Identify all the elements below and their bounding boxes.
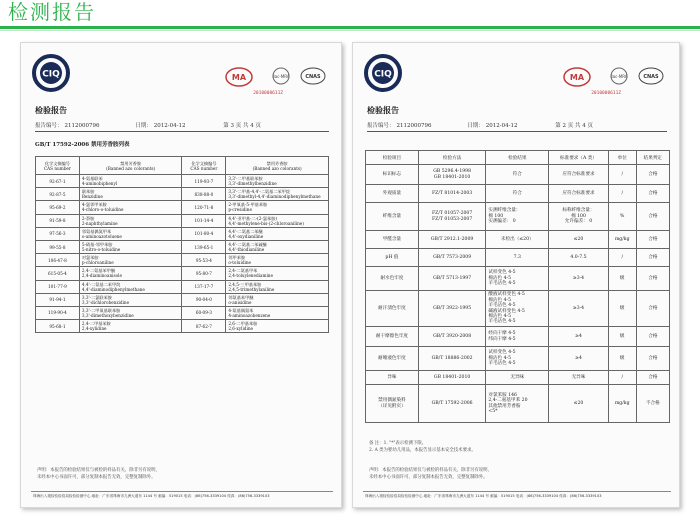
footer-divider	[31, 491, 333, 492]
date-label: 日期：	[467, 123, 484, 129]
amine-name-cell: 4,4'-二氨基二苯硫醚 4,4'-thiodianiline	[226, 240, 329, 253]
report-page-3[interactable]	[20, 42, 342, 508]
amine-name-cell: 4,4'-二氨基二苯甲烷 4,4'-diaminodiphenylmethane	[79, 280, 182, 293]
amine-name-cell: 邻氨基偶氮甲苯 o-aminoazotoluene	[79, 227, 182, 240]
table-row	[36, 306, 329, 319]
report-label: 报告编号：	[367, 123, 395, 129]
amine-name-cell: 3,3'-二甲基-4,4'-二氨基二苯甲烷 3,3'-dimethyl-4,4'-diaminodiphenylmethane	[226, 188, 329, 201]
amine-name-cell: 2,4,5-三甲基苯胺 2,4,5-trimethylaniline	[226, 280, 329, 293]
unit-cell: 级	[608, 347, 636, 371]
amine-name-cell: 2-萘胺 2-naphthylamine	[79, 214, 182, 227]
table-row	[36, 214, 329, 227]
cas-number-cell: 99-55-8	[36, 240, 80, 253]
test-item-cell: 外观质量	[366, 185, 419, 203]
requirement-cell: ≥3-4	[549, 267, 609, 291]
cas-number-cell: 95-53-4	[182, 254, 226, 267]
meta-divider	[35, 131, 329, 132]
header-underline-light	[0, 30, 700, 31]
note-line: 声明：本报告的检验结果仅与被检的样品有关，除非另有说明，	[37, 468, 160, 473]
table-row	[366, 203, 670, 231]
method-cell: GB 18401-2010	[418, 371, 485, 385]
amine-name-cell: 2,4-二甲基苯胺 2,4-xylidine	[79, 320, 182, 333]
remarks	[369, 441, 476, 454]
ciq-seal-icon	[363, 53, 403, 93]
cert-badges-icon	[559, 65, 669, 91]
result-cell: 经向干摩 4-5 纬向干摩 4-5	[486, 327, 549, 347]
requirement-cell: 无异味	[549, 371, 609, 385]
report-date: 2012-04-12	[153, 123, 186, 129]
amine-name-cell: 3,3'-二甲氧基联苯胺 3,3'-dimethoxybenzidine	[79, 306, 182, 319]
cas-number-cell: 60-09-3	[182, 306, 226, 319]
amine-name-cell: 邻氨基苯甲醚 o-anisidine	[226, 293, 329, 306]
cas-number-cell: 137-17-7	[182, 280, 226, 293]
amine-name-cell: 3,3'-二甲基联苯胺 3,3'-dimethylbenzidine	[226, 175, 329, 188]
table-row	[366, 327, 670, 347]
test-item-cell: 标识标志	[366, 165, 419, 185]
amine-name-cell: 2,4-二氨基苯甲醚 2,4-diaminoanisole	[79, 267, 182, 280]
test-item-cell: 耐干摩擦色牢度	[366, 327, 419, 347]
table-row	[36, 188, 329, 201]
note-line: 未经本中心书面许可，部分复制本报告无效，完整复制除外。	[369, 474, 488, 480]
verdict-cell: 不合格	[636, 385, 669, 423]
section-header	[0, 0, 700, 26]
method-cell: FZ/T 01057-2007 FZ/T 01053-2007	[418, 203, 485, 231]
cas-number-cell: 91-94-1	[36, 293, 80, 306]
requirement-cell: 应符合标准要求	[549, 165, 609, 185]
svg-text:MA: MA	[231, 73, 247, 82]
table-row	[36, 293, 329, 306]
cas-number-cell: 119-90-4	[36, 306, 80, 319]
cas-number-cell: 92-67-1	[36, 175, 80, 188]
doc-title: 检验报告	[35, 105, 67, 115]
cas-number-cell: 615-05-4	[36, 267, 80, 280]
report-date: 2012-04-12	[485, 123, 518, 129]
cas-number-cell: 90-04-0	[182, 293, 226, 306]
cas-number-cell: 97-56-3	[36, 227, 80, 240]
svg-text:MA: MA	[569, 73, 585, 82]
unit-cell: /	[608, 371, 636, 385]
result-cell: 符合	[486, 185, 549, 203]
header-underline	[0, 26, 700, 29]
table-row	[36, 320, 329, 333]
unit-cell: mg/kg	[608, 385, 636, 423]
cas-number-cell: 139-65-1	[182, 240, 226, 253]
method-cell: GB/T 18886-2002	[418, 347, 485, 371]
amine-name-cell: 联苯胺 Benzidine	[79, 188, 182, 201]
requirement-cell: 标称纤维含量： 棉 100 允许偏差： 0	[549, 203, 609, 231]
test-item-cell: 异味	[366, 371, 419, 385]
table-row	[36, 240, 329, 253]
report-page-2[interactable]	[352, 42, 680, 508]
report-meta	[35, 121, 275, 129]
cas-number-cell: 838-88-0	[182, 188, 226, 201]
unit-cell: %	[608, 203, 636, 231]
result-cell: 试样变色 4-5 棉沾色 4-5 羊毛沾色 4-5	[486, 347, 549, 371]
svg-text:CNAS: CNAS	[643, 74, 659, 80]
report-number: 2112000796	[396, 123, 432, 129]
requirement-cell: ≥4	[549, 327, 609, 347]
method-cell: GB/T 17592-2006	[418, 385, 485, 423]
amine-name-cell: 2,4-二氨基甲苯 2,4-toluylenediamine	[226, 267, 329, 280]
unit-cell: /	[608, 249, 636, 267]
cert-code: 2010000611Z	[253, 91, 283, 96]
remark-line: 备 注：1. "*"表示检测下限。	[369, 441, 427, 446]
unit-cell: /	[608, 185, 636, 203]
unit-cell: mg/kg	[608, 231, 636, 249]
requirement-cell: ≥3-4	[549, 291, 609, 327]
lab-footer: 珠海出入境检验检疫局检验检测中心 地址：广东省珠海市九洲大道东 1144 号 邮编：519015 电话：(86)756-3339104 传真：(86)756-3339103	[33, 494, 270, 498]
column-header: 化学文摘编号 CAS number	[182, 157, 226, 175]
cas-number-cell: 101-14-4	[182, 214, 226, 227]
verdict-cell: 合格	[636, 291, 669, 327]
table-row	[366, 267, 670, 291]
cas-number-cell: 92-87-5	[36, 188, 80, 201]
table-row	[36, 175, 329, 188]
standard-title: GB/T 17592-2006 禁用芳香胺列表	[35, 142, 130, 148]
disclaimer-notes	[37, 468, 160, 481]
test-item-cell: 耐唾液色牢度	[366, 347, 419, 371]
table-row	[366, 185, 670, 203]
cas-number-cell: 119-93-7	[182, 175, 226, 188]
meta-divider	[367, 131, 667, 132]
amine-name-cell: 4,4'-二氨基二苯醚 4,4'-oxydianiline	[226, 227, 329, 240]
column-header: 禁用芳香胺 (Banned azo colorants)	[79, 157, 182, 175]
verdict-cell: 合格	[636, 203, 669, 231]
column-header: 结果判定	[636, 151, 669, 165]
column-header: 检验项目	[366, 151, 419, 165]
svg-text:CIQ: CIQ	[374, 69, 392, 80]
amine-name-cell: 5-硝基-邻甲苯胺 5-nitro-o-toluidine	[79, 240, 182, 253]
verdict-cell: 合格	[636, 371, 669, 385]
unit-cell: /	[608, 165, 636, 185]
method-cell: GB/T 5713-1997	[418, 267, 485, 291]
svg-text:CNAS: CNAS	[305, 74, 321, 80]
svg-text:CIQ: CIQ	[42, 69, 60, 80]
cas-number-cell: 120-71-8	[182, 201, 226, 214]
unit-cell: 级	[608, 267, 636, 291]
note-line: 声明：本报告的检验结果仅与被检的样品有关，除非另有说明，	[369, 468, 492, 473]
test-item-cell: 耐水色牢度	[366, 267, 419, 291]
svg-text:ilac-MRA: ilac-MRA	[272, 74, 290, 79]
table-row	[366, 249, 670, 267]
amine-name-cell: 4-氯邻甲苯胺 4-chloro-o-toluidine	[79, 201, 182, 214]
verdict-cell: 合格	[636, 347, 669, 371]
ciq-seal-icon	[31, 53, 71, 93]
amine-name-cell: 2,6-二甲基苯胺 2,6-xylidine	[226, 320, 329, 333]
cas-number-cell: 87-62-7	[182, 320, 226, 333]
verdict-cell: 合格	[636, 267, 669, 291]
table-row	[36, 254, 329, 267]
result-cell: 酸液试样变色 4-5 棉沾色 4-5 羊毛沾色 4-5 碱液试样变色 4-5 棉沾色 4-5 羊毛沾色 4-5	[486, 291, 549, 327]
lab-footer: 珠海出入境检验检疫局检验检测中心 地址：广东省珠海市九洲大道东 1144 号 邮编：519015 电话：(86)756-3339104 传真：(86)756-3339103	[365, 494, 602, 498]
table-row	[36, 227, 329, 240]
table-row	[36, 267, 329, 280]
requirement-cell: ≤20	[549, 385, 609, 423]
cas-number-cell: 95-68-1	[36, 320, 80, 333]
result-cell: 未检出（≤20）	[486, 231, 549, 249]
result-cell: 试样变色 4-5 棉沾色 4-5 羊毛沾色 4-5	[486, 267, 549, 291]
table-row	[366, 371, 670, 385]
cas-number-cell: 95-80-7	[182, 267, 226, 280]
verdict-cell: 合格	[636, 327, 669, 347]
table-row	[366, 291, 670, 327]
verdict-cell: 合格	[636, 165, 669, 185]
column-header: 检验结果	[486, 151, 549, 165]
cert-code: 2010000611Z	[591, 91, 621, 96]
amine-name-cell: 4,4'-亚甲基-二-(2-氯苯胺) 4,4'-methylene-bis-(2-chloroaniline)	[226, 214, 329, 227]
requirement-cell: 4.0-7.5	[549, 249, 609, 267]
date-label: 日期：	[135, 123, 152, 129]
cas-number-cell: 91-59-8	[36, 214, 80, 227]
doc-title: 检验报告	[367, 105, 399, 115]
column-header: 标准要求（A 类）	[549, 151, 609, 165]
result-cell: 无异味	[486, 371, 549, 385]
unit-cell: 级	[608, 291, 636, 327]
method-cell: GB/T 3922-1995	[418, 291, 485, 327]
test-item-cell: 纤维含量	[366, 203, 419, 231]
table-row	[366, 165, 670, 185]
section-title: 检测报告	[8, 0, 96, 24]
amine-name-cell: 对氯苯胺 p-chloroaniline	[79, 254, 182, 267]
test-item-cell: 甲醛含量	[366, 231, 419, 249]
table-row	[36, 280, 329, 293]
page-info: 第 3 页 共 4 页	[223, 123, 261, 129]
result-cell: 7.3	[486, 249, 549, 267]
method-cell: FZ/T 81014-2003	[418, 185, 485, 203]
result-cell: 符合	[486, 165, 549, 185]
requirement-cell: ≥4	[549, 347, 609, 371]
disclaimer-notes	[369, 468, 492, 481]
requirement-cell: 应符合标准要求	[549, 185, 609, 203]
report-meta	[367, 121, 607, 129]
test-item-cell: pH 值	[366, 249, 419, 267]
cas-number-cell: 95-69-2	[36, 201, 80, 214]
footer-divider	[363, 491, 671, 492]
report-number: 2112000796	[64, 123, 100, 129]
column-header: 检验方法	[418, 151, 485, 165]
cas-number-cell: 101-77-9	[36, 280, 80, 293]
test-item-cell: 禁用偶氮染料 （详见附页）	[366, 385, 419, 423]
svg-text:ilac-MRA: ilac-MRA	[610, 74, 628, 79]
remark-line: 2. A 类为婴幼儿用品，本报告显示基本安全技术要求。	[369, 447, 476, 453]
result-cell: 实测纤维含量： 棉 100 实测偏差： 0	[486, 203, 549, 231]
method-cell: GB 5296.4-1998 GB 18401-2010	[418, 165, 485, 185]
amine-name-cell: 2-甲氧基-5-甲基苯胺 p-cresidine	[226, 201, 329, 214]
banned-amines-table	[35, 156, 329, 333]
verdict-cell: 合格	[636, 185, 669, 203]
table-row	[366, 385, 670, 423]
cas-number-cell: 101-80-4	[182, 227, 226, 240]
cas-number-cell: 106-47-8	[36, 254, 80, 267]
note-line: 未经本中心书面许可，部分复制本报告无效，完整复制除外。	[37, 474, 156, 480]
column-header: 禁用芳香胺 (Banned azo colorants)	[226, 157, 329, 175]
test-item-cell: 耐汗渍色牢度	[366, 291, 419, 327]
result-cell: 对氯苯胺 146 2,4-二氨基甲苯 20 其他禁用芳香胺 <5*	[486, 385, 549, 423]
method-cell: GB/T 3920-2008	[418, 327, 485, 347]
unit-cell: 级	[608, 327, 636, 347]
cert-badges-icon	[221, 65, 331, 91]
method-cell: GB/T 2912.1-2009	[418, 231, 485, 249]
test-results-table	[365, 150, 670, 423]
requirement-cell: ≤20	[549, 231, 609, 249]
report-label: 报告编号：	[35, 123, 63, 129]
amine-name-cell: 3,3'-二氯联苯胺 3,3'-dichlorobenzidine	[79, 293, 182, 306]
table-row	[366, 347, 670, 371]
table-row	[366, 231, 670, 249]
amine-name-cell: 4-氨基联苯 4-aminobiphenyl	[79, 175, 182, 188]
column-header: 化学文摘编号 CAS number	[36, 157, 80, 175]
method-cell: GB/T 7573-2009	[418, 249, 485, 267]
amine-name-cell: 4-氨基偶氮苯 4-aminoazobenzene	[226, 306, 329, 319]
column-header: 单位	[608, 151, 636, 165]
page-info: 第 2 页 共 4 页	[555, 123, 593, 129]
verdict-cell: 合格	[636, 249, 669, 267]
verdict-cell: 合格	[636, 231, 669, 249]
table-row	[36, 201, 329, 214]
amine-name-cell: 邻甲苯胺 o-toluidine	[226, 254, 329, 267]
